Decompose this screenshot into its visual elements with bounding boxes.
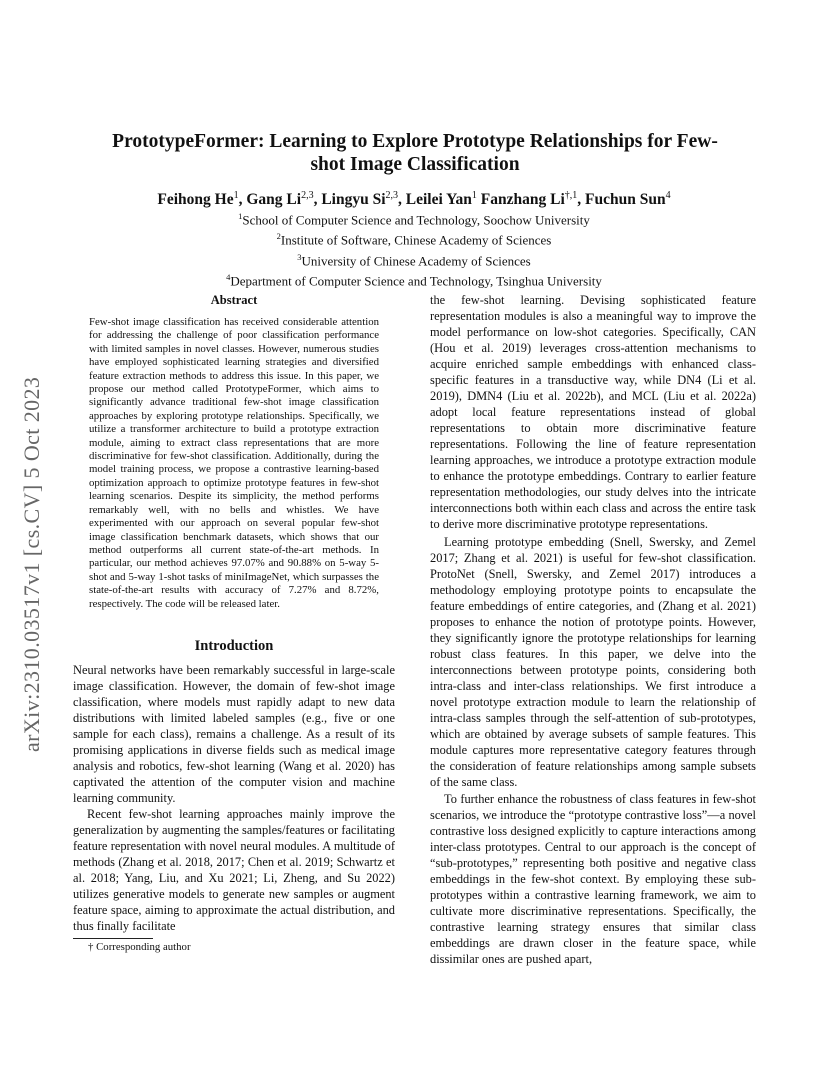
author: Lingyu Si$^{2,3}$, — [321, 190, 406, 209]
footnote-divider — [73, 938, 153, 939]
author-list — [80, 186, 748, 210]
author: Feihong He$^1$, — [157, 190, 247, 209]
affiliation: $^4$Department of Computer Science and Technology, Tsinghua University — [226, 271, 602, 289]
affiliation: $^2$Institute of Software, Chinese Academy of Sciences — [276, 231, 552, 248]
abstract-text: Few-shot image classification has received considerable attention for addressing the challenge of poor classification performance with limited samples in novel classes. However, numerous studies have employed sophisticated learning strategies and diversified feature extraction methods to address this issue. In this paper, we propose our method called PrototypeFormer, which aims to significantly advance traditional few-shot image classification approaches by exploring prototype relationships. Specifically, we utilize a transformer architecture to build a prototype extraction module, aiming to extract class representations that are more discriminative for few-shot classification. Additionally, during the model training process, we propose a contrastive learning-based optimization approach to optimize prototype features in few-shot learning scenarios. Despite its simplicity, the method performs remarkably well, with no bells and whistles. We have experimented with our approach on several popular few-shot image classification benchmark datasets, which shows that our method outperforms all current state-of-the-art methods. In particular, our method achieves 97.07% and 90.88% on 5-way 5-shot and 5-way 1-shot tasks of miniImageNet, which surpasses the state-of-the-art results with accuracy of 7.27% and 8.72%, respectively. The code will be released later. — [89, 316, 379, 610]
arxiv-identifier: arXiv:2310.03517v1 [cs.CV] 5 Oct 2023 — [19, 376, 44, 752]
abstract-heading: Abstract — [210, 293, 258, 307]
left-column — [73, 292, 395, 934]
author: Fanzhang $Li^{\dagger,1}$, — [480, 190, 586, 209]
intro-paragraph: Neural networks have been remarkably successful in large-scale image classification. However, the domain of few-shot image classification, where models must rapidly adapt to new data distributions with limited labeled samples (e.g., five or one sample for each class), remains a challenge. As a result of its promising applications in diverse fields such as medical image analysis and robotics, few-shot learning (Wang et al. 2020) has captivated the attention of the computer vision and machine learning community. — [73, 662, 395, 805]
affiliation-list — [110, 208, 718, 289]
introduction-heading: Introduction — [194, 637, 274, 654]
body-paragraph: the few-shot learning. Devising sophisticated feature representation modules is also a meaningful way to improve the model performance on low-shot categories. Specifically, CAN (Hou et al. 2019) leverages cross-attention mechanisms to acquire enriched sample embeddings with enhanced class-specific features in a transductive way, while DN4 (Li et al. 2019), DMN4 (Liu et al. 2022b), and MCL (Liu et al. 2022a) adopt local feature representations instead of global representations to obtain more discriminative feature representations. Following the line of feature representation learning approaches, we introduce a prototype extraction module to enhance the prototype embeddings. Contrary to earlier feature representation methodologies, our study delves into the intricate interconnections both within each class and across the entire task to derive more discriminative prototype representations. — [430, 293, 756, 531]
footnote: † Corresponding author — [88, 941, 191, 953]
intro-paragraph: Recent few-shot learning approaches mainly improve the generalization by augmenting the samples/features or facilitating feature representation with novel neural modules. A multitude of methods (Zhang et al. 2018, 2017; Chen et al. 2019; Schwartz et al. 2018; Yang, Liu, and Xu 2021; Li, Zheng, and Su 2022) utilizes generative models to generate new samples or augment feature space, aiming to approximate the actual distribution, and thus finally facilitate — [73, 806, 395, 933]
author: Leilei Yan$^1$ — [405, 190, 477, 209]
paper-title: PrototypeFormer: Learning to Explore Prototype Relationships for Few-shot Image Classification — [112, 131, 718, 175]
author: Gang Li$^{2,3}$, — [246, 190, 322, 209]
author: Fuchun Sun$^4$ — [585, 190, 671, 209]
body-paragraph: To further enhance the robustness of class features in few-shot scenarios, we introduce the “prototype contrastive loss”—a novel contrastive loss designed explicitly to capture interactions among inter-class prototypes. Central to our approach is the concept of “sub-prototypes,” representing both positive and negative class embeddings in the few-shot context. By employing these sub-prototypes within a contrastive learning framework, we aim to cultivate more discriminative representations. Specifically, the contrastive learning strategy ensures that similar class embeddings are drawn closer in the feature space, while dissimilar ones are pushed apart, — [430, 792, 756, 966]
affiliation: $^1$School of Computer Science and Technology, Soochow University — [238, 211, 590, 228]
affiliation: $^3$University of Chinese Academy of Sciences — [297, 251, 531, 268]
body-paragraph: Learning prototype embedding (Snell, Swersky, and Zemel 2017; Zhang et al. 2021) is useful for few-shot classification. ProtoNet (Snell, Swersky, and Zemel 2017) introduces a methodology employing prototype points to encapsulate the feature embeddings of entire categories, and (Zhang et al. 2021) proposes to enhance the notion of prototype points. However, they significantly ignore the prototype relationships for learning robust class features. In this paper, we delve into the interconnections between prototype points, considering both intra-class and inter-class relationships. We first introduce a novel prototype extraction module to learn the relationship of intra-class samples through the self-attention of sub-prototypes, which are obtained by average subsets of sample features. This module captures more representative category features through the consideration of feature relationships among sample subsets of the same class. — [430, 534, 756, 789]
right-column — [430, 292, 756, 969]
